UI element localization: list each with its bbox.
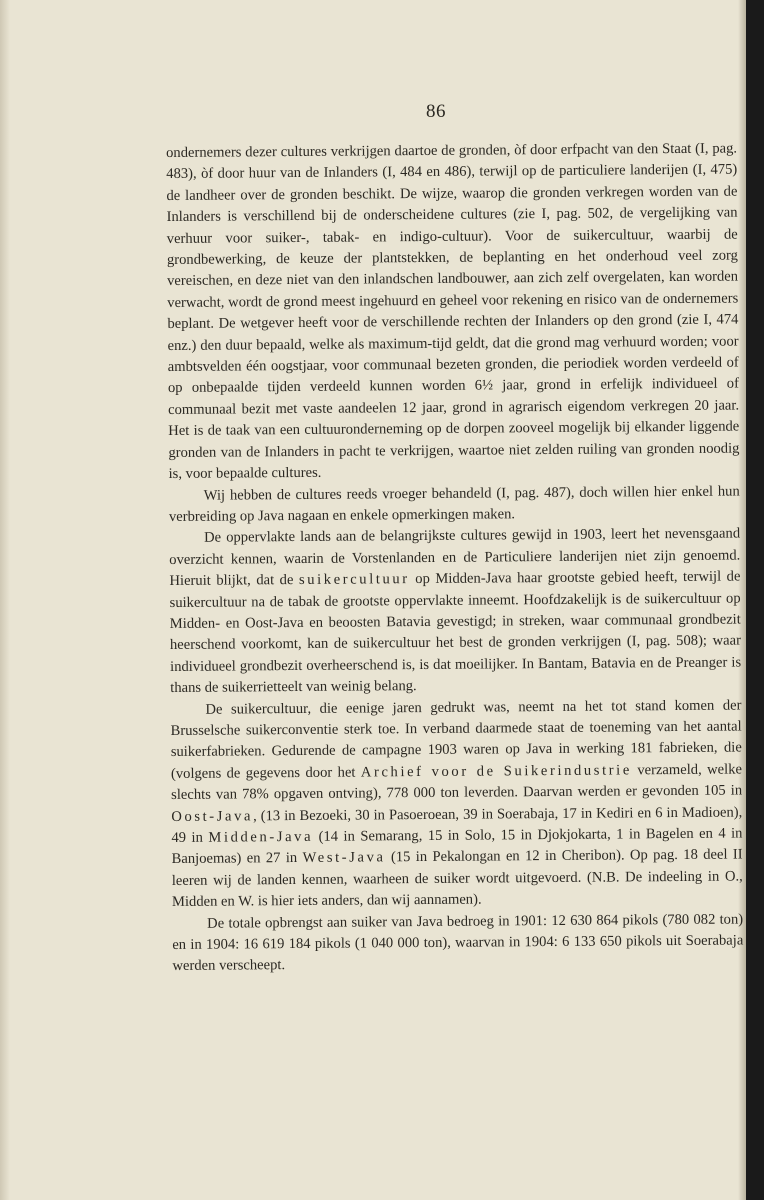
page-left-margin-shadow xyxy=(0,0,10,1200)
page-number: 86 xyxy=(426,101,446,122)
body-text xyxy=(166,139,744,978)
text-run: De oppervlakte lands aan de belangrijkste cultures gewijd in 1903, leert het nevensgaand overzicht kennen, waarin de Vorstenlanden en de Particuliere landerijen niet zijn genoemd. Hieruit blijkt, dat de xyxy=(169,525,741,590)
paragraph xyxy=(172,909,743,978)
emphasized-text: suikercultuur xyxy=(298,571,410,589)
emphasized-text: West-Java xyxy=(302,849,386,867)
text-run: De suikercultuur, die eenige jaren gedrukt was, neemt na het tot stand komen der Brusselsche suikerconventie sterk toe. In verband daarmede staat de toeneming van het aantal suikerfabrieken. Gedurende de campagne 1903 waren op Java in werking 181 fabrieken, die (volgens de gegevens door het xyxy=(170,697,742,782)
text-run: op Midden-Java haar grootste gebied heeft, terwijl de suikercultuur na de tabak de grootste oppervlakte inneemt. Hoofdzakelijk is de suikercultuur op Midden- en Oost-Java en beoosten Batavia gevestigd; in streken, waar communaal grondbezit heerschend voorkomt, kan de suikercultuur het best de gronden verkrijgen (I, pag. 508); waar individueel grondbezit overheerschend is, is dat moeilijker. In Bantam, Batavia en de Preanger is thans de suikerrietteelt van weinig belang. xyxy=(169,568,742,697)
text-run: (15 in Pekalongan en 12 in Cheribon). Op pag. 18 deel II leeren wij de landen kennen, waarheen de suiker wordt uitgevoerd. (N.B. De indeeling in O., Midden en W. is hier iets anders, dan wij aannamen). xyxy=(171,846,743,911)
text-run: verzameld, welke slechts van 78% opgaven ontving), 778 000 ton leverden. Daarvan werden er gevonden 105 in xyxy=(171,761,743,804)
paragraph xyxy=(166,139,740,486)
paragraph xyxy=(169,524,741,700)
paragraph xyxy=(170,695,743,914)
text-run: De totale opbrengst aan suiker van Java bedroeg in 1901: 12 630 864 pikols (780 082 ton) en in 1904: 16 619 184 pikols (1 040 000 ton), waarvan in 1904: 6 133 650 pikols uit Soerabaja werden verscheept. xyxy=(172,911,744,975)
scan-background-edge xyxy=(746,0,764,1200)
emphasized-text: Midden-Java xyxy=(208,828,314,846)
paragraph xyxy=(169,481,740,528)
emphasized-text: Oost-Java xyxy=(171,807,254,825)
text-run: (14 in Semarang, 15 in Solo, 15 in Djokjokarta, 1 in Bagelen en 4 in Banjoemas) en 27 in xyxy=(171,825,743,868)
text-run: , (13 in Bezoeki, 30 in Pasoeroean, 39 in Soerabaja, 17 in Kediri en 6 in Madioen), 49 in xyxy=(171,804,743,846)
page-header xyxy=(0,0,746,140)
emphasized-text: Archief voor de Suikerindustrie xyxy=(360,762,632,781)
text-run: ondernemers dezer cultures verkrijgen daartoe de gronden, òf door erfpacht van den Staat (I, pag. 483), òf door huur van de Inlanders (I, 484 en 486), terwijl op de particuliere landerijen (I, 475) de landheer over de gronden beschikt. De wijze, waarop die gronden verkregen worden van de Inlanders is verschillend bij de onderscheidene cultures (zie I, pag. 502, de vergelijking van verhuur voor suiker-, tabak- en indigo-cultuur). Voor de suikercultuur, waarbij de grondbewerking, de keuze der plantstekken, de beplanting en het onderhoud veel zorg vereischen, en deze niet van den inlandschen landbouwer, aan zich zelf overgelaten, kan worden verwacht, wordt de grond meest ingehuurd en geheel voor rekening en risico van de ondernemers beplant. De wetgever heeft voor de verschillende rechten der Inlanders op den grond (zie I, 474 enz.) den duur bepaald, welke als maximum-tijd geldt, dat die grond mag verhuurd worden; voor ambtsvelden één oogstjaar, voor communaal bezeten gronden, die periodiek worden verdeeld of op onbepaalde tijden verdeeld kunnen worden 6½ jaar, grond in erfelijk individueel of communaal bezit met vaste aandeelen 12 jaar, grond in agrarisch eigendom verkregen 20 jaar. Het is de taak van een cultuuronderneming op de dorpen zooveel mogelijk bij elkander liggende gronden van de Inlanders in pacht te verkrijgen, waartoe niet zelden ruiling van gronden noodig is, voor bepaalde cultures. xyxy=(166,140,740,483)
text-run: Wij hebben de cultures reeds vroeger behandeld (I, pag. 487), doch willen hier enkel hun verbreiding op Java nagaan en enkele opmerkingen maken. xyxy=(168,483,740,525)
